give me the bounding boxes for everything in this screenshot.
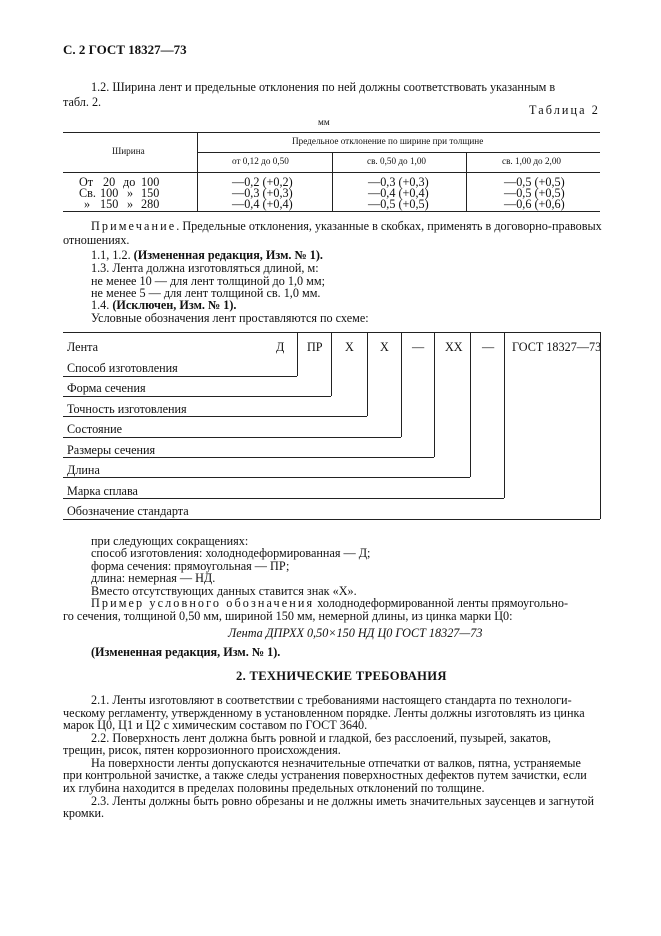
row-from: 20 bbox=[103, 175, 116, 189]
amendment-note-1 bbox=[91, 248, 323, 262]
note-text: . Предельные отклонения, указанные в скобках, применять в договорно-правовых bbox=[176, 219, 602, 233]
row-to: 280 bbox=[141, 197, 160, 211]
scheme-code-accuracy: Х bbox=[345, 340, 354, 354]
abbrev-line-2: форма сечения: прямоугольная — ПР; bbox=[91, 559, 290, 573]
scheme-label-size: Размеры сечения bbox=[67, 443, 156, 457]
scheme-label-standard: Обозначение стандарта bbox=[67, 504, 189, 518]
abbrev-intro: при следующих сокращениях: bbox=[91, 534, 249, 548]
row-to: 150 bbox=[141, 186, 160, 200]
para-2-1-line-3: марок Ц0, Ц1 и Ц2 с химическим составом по ГОСТ 3640. bbox=[63, 718, 368, 732]
para-1-4-ref: 1.4. bbox=[91, 298, 110, 312]
cell-r2-c3: —0,5 (+0,5) bbox=[504, 186, 565, 200]
scheme-code-size: ХХ bbox=[445, 340, 463, 354]
row-sep: до bbox=[123, 175, 136, 189]
section-2-title: 2. ТЕХНИЧЕСКИЕ ТРЕБОВАНИЯ bbox=[236, 669, 447, 683]
example-label: Пример условного обозначения bbox=[91, 596, 315, 610]
cell-r3-c3: —0,6 (+0,6) bbox=[504, 197, 565, 211]
abbrev-line-3: длина: немерная — НД. bbox=[91, 571, 216, 585]
row-from: 100 bbox=[100, 186, 119, 200]
note-line-2: отношениях. bbox=[63, 233, 130, 247]
example-designation: Лента ДПРХХ 0,50×150 НД Ц0 ГОСТ 18327—73 bbox=[228, 626, 483, 640]
scheme-intro: Условные обозначения лент проставляются по схеме: bbox=[91, 311, 369, 325]
scheme-code-state: Х bbox=[380, 340, 389, 354]
cell-r2-c1: —0,3 (+0,3) bbox=[232, 186, 293, 200]
para-1-4 bbox=[91, 298, 236, 312]
subheader-2: св. 0,50 до 1,00 bbox=[367, 156, 427, 166]
para-1-2-line-2: табл. 2. bbox=[63, 95, 102, 109]
para-2-2-line-1: 2.2. Поверхность лент должна быть ровной и гладкой, без расслоений, пузырей, закатов, bbox=[91, 731, 551, 745]
example-text: холоднодеформированной ленты прямоугольно- bbox=[314, 596, 569, 610]
amendment-text: (Измененная редакция, Изм. № 1). bbox=[133, 248, 323, 262]
row-sep: » bbox=[127, 186, 134, 200]
cell-r1-c1: —0,2 (+0,2) bbox=[232, 175, 293, 189]
row-prefix: От bbox=[79, 175, 94, 189]
cell-r1-c3: —0,5 (+0,5) bbox=[504, 175, 565, 189]
cell-r3-c1: —0,4 (+0,4) bbox=[232, 197, 293, 211]
row-prefix: Св. bbox=[79, 186, 96, 200]
scheme-label-method: Способ изготовления bbox=[67, 361, 178, 375]
scheme-code-dash-1: — bbox=[412, 340, 425, 354]
cell-r2-c2: —0,4 (+0,4) bbox=[368, 186, 429, 200]
table-unit: мм bbox=[318, 117, 330, 127]
table-note bbox=[91, 219, 602, 233]
scheme-label-accuracy: Точность изготовления bbox=[67, 402, 187, 416]
scheme-label-shape: Форма сечения bbox=[67, 381, 146, 395]
row-prefix: » bbox=[84, 197, 91, 211]
cell-r3-c2: —0,5 (+0,5) bbox=[368, 197, 429, 211]
para-2-1-line-2: ческому регламенту, утвержденному в установленном порядке. Ленты должны изготовлять из цинка bbox=[63, 706, 585, 720]
scheme-code-shape: ПР bbox=[307, 340, 323, 354]
abbrev-line-1: способ изготовления: холоднодеформированная — Д; bbox=[91, 546, 371, 560]
para-1-3-line-2: не менее 10 — для лент толщиной до 1,0 мм; bbox=[91, 274, 325, 288]
scheme-code-method: Д bbox=[276, 340, 285, 354]
para-2-2-line-2: трещин, рисок, пятен коррозионного происхождения. bbox=[63, 743, 341, 757]
para-2-1-line-1: 2.1. Ленты изготовляют в соответствии с требованиями настоящего стандарта по технологи- bbox=[91, 693, 572, 707]
column-header-width: Ширина bbox=[112, 146, 145, 156]
row-to: 100 bbox=[141, 175, 160, 189]
row-from: 150 bbox=[100, 197, 119, 211]
column-group-header: Предельное отклонение по ширине при толщине bbox=[292, 136, 484, 146]
para-2-2b-line-1: На поверхности ленты допускаются незначительные отпечатки от валков, пятна, устраняемые bbox=[91, 756, 581, 770]
para-1-2-line-1: 1.2. Ширина лент и предельные отклонения по ней должны соответствовать указанным в bbox=[91, 80, 556, 94]
para-2-2b-line-2: при контрольной зачистке, а также следы устранения поверхностных дефектов путем зачистки, если bbox=[63, 768, 587, 782]
scheme-code-standard: ГОСТ 18327—73 bbox=[512, 340, 602, 354]
amendment-ref: 1.1, 1.2. bbox=[91, 248, 131, 262]
page-header: С. 2 ГОСТ 18327—73 bbox=[63, 42, 187, 57]
para-1-3-line-1: 1.3. Лента должна изготовляться длиной, м: bbox=[91, 261, 319, 275]
scheme-label-length: Длина bbox=[67, 463, 100, 477]
row-sep: » bbox=[127, 197, 134, 211]
subheader-3: св. 1,00 до 2,00 bbox=[502, 156, 562, 166]
para-1-4-text: (Исключен, Изм. № 1). bbox=[112, 298, 237, 312]
scheme-label-alloy: Марка сплава bbox=[67, 484, 138, 498]
table-caption: Таблица 2 bbox=[528, 103, 600, 117]
example-line-1 bbox=[91, 596, 568, 610]
scheme-code-dash-2: — bbox=[482, 340, 495, 354]
cell-r1-c2: —0,3 (+0,3) bbox=[368, 175, 429, 189]
scheme-name: Лента bbox=[67, 340, 98, 354]
para-2-3-line-2: кромки. bbox=[63, 806, 105, 820]
para-1-3-line-3: не менее 5 — для лент толщиной св. 1,0 мм. bbox=[91, 286, 321, 300]
para-2-2b-line-3: их глубина находится в пределах половины предельных отклонений по толщине. bbox=[63, 781, 485, 795]
note-label: Примечание bbox=[91, 219, 177, 233]
abbrev-line-4: Вместо отсутствующих данных ставится знак «Х». bbox=[91, 584, 357, 598]
example-line-2: го сечения, толщиной 0,50 мм, шириной 150 мм, немерной длины, из цинка марки Ц0: bbox=[63, 609, 513, 623]
subheader-1: от 0,12 до 0,50 bbox=[232, 156, 289, 166]
para-2-3-line-1: 2.3. Ленты должны быть ровно обрезаны и не должны иметь значительных заусенцев и загнутой bbox=[91, 794, 595, 808]
amendment-note-2: (Измененная редакция, Изм. № 1). bbox=[91, 645, 281, 659]
scheme-label-state: Состояние bbox=[67, 422, 123, 436]
